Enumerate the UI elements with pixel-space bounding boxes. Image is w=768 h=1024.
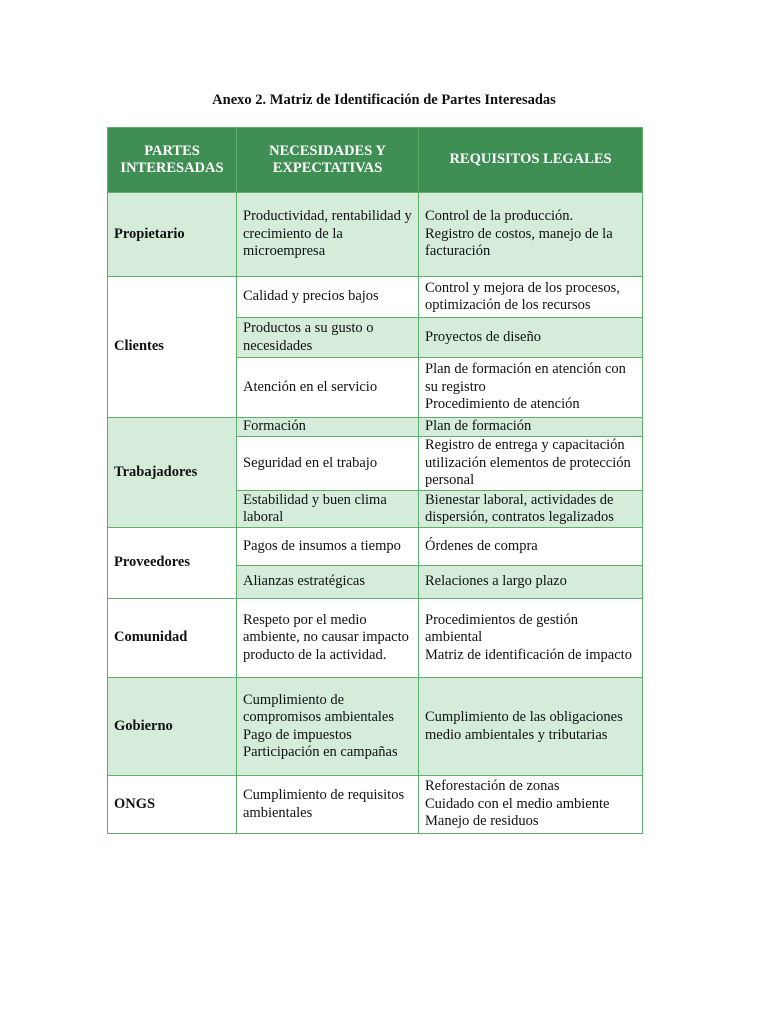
need-cell: Respeto por el medio ambiente, no causar impacto producto de la actividad. bbox=[237, 599, 419, 678]
requirement-cell: Procedimientos de gestión ambiental Matriz de identificación de impacto bbox=[419, 599, 643, 678]
requirement-cell: Proyectos de diseño bbox=[419, 318, 643, 358]
need-cell: Estabilidad y buen clima laboral bbox=[237, 491, 419, 528]
requirement-cell: Cumplimiento de las obligaciones medio ambientales y tributarias bbox=[419, 678, 643, 776]
need-cell: Calidad y precios bajos bbox=[237, 277, 419, 318]
requirement-cell: Control y mejora de los procesos, optimización de los recursos bbox=[419, 277, 643, 318]
header-row bbox=[108, 128, 643, 193]
table-row bbox=[108, 776, 643, 834]
requirement-cell: Relaciones a largo plazo bbox=[419, 566, 643, 599]
document-title: Anexo 2. Matriz de Identificación de Partes Interesadas bbox=[212, 92, 556, 108]
requirement-cell: Bienestar laboral, actividades de dispersión, contratos legalizados bbox=[419, 491, 643, 528]
requirement-cell: Registro de entrega y capacitación utilización elementos de protección personal bbox=[419, 437, 643, 491]
need-cell: Pagos de insumos a tiempo bbox=[237, 528, 419, 566]
need-cell: Seguridad en el trabajo bbox=[237, 437, 419, 491]
need-cell: Atención en el servicio bbox=[237, 358, 419, 418]
header-partes-interesadas: PARTES INTERESADAS bbox=[108, 128, 237, 193]
party-cell-ongs: ONGS bbox=[108, 776, 237, 834]
header-requisitos-legales: REQUISITOS LEGALES bbox=[419, 128, 643, 193]
requirement-cell: Órdenes de compra bbox=[419, 528, 643, 566]
table-row bbox=[108, 599, 643, 678]
table-row bbox=[108, 193, 643, 277]
party-cell-propietario: Propietario bbox=[108, 193, 237, 277]
requirement-cell: Plan de formación bbox=[419, 418, 643, 437]
party-cell-clientes: Clientes bbox=[108, 277, 237, 418]
requirement-cell: Reforestación de zonas Cuidado con el medio ambiente Manejo de residuos bbox=[419, 776, 643, 834]
party-cell-proveedores: Proveedores bbox=[108, 528, 237, 599]
need-cell: Cumplimiento de compromisos ambientales Pago de impuestos Participación en campañas bbox=[237, 678, 419, 776]
need-cell: Alianzas estratégicas bbox=[237, 566, 419, 599]
table-row bbox=[108, 528, 643, 566]
requirement-cell: Control de la producción. Registro de costos, manejo de la facturación bbox=[419, 193, 643, 277]
party-cell-trabajadores: Trabajadores bbox=[108, 418, 237, 528]
need-cell: Productos a su gusto o necesidades bbox=[237, 318, 419, 358]
header-necesidades-expectativas: NECESIDADES Y EXPECTATIVAS bbox=[237, 128, 419, 193]
table-row bbox=[108, 418, 643, 437]
party-cell-gobierno: Gobierno bbox=[108, 678, 237, 776]
need-cell: Formación bbox=[237, 418, 419, 437]
table-row bbox=[108, 277, 643, 318]
party-cell-comunidad: Comunidad bbox=[108, 599, 237, 678]
stakeholder-matrix-table bbox=[107, 127, 643, 834]
table-row bbox=[108, 678, 643, 776]
need-cell: Cumplimiento de requisitos ambientales bbox=[237, 776, 419, 834]
need-cell: Productividad, rentabilidad y crecimiento de la microempresa bbox=[237, 193, 419, 277]
requirement-cell: Plan de formación en atención con su registro Procedimiento de atención bbox=[419, 358, 643, 418]
